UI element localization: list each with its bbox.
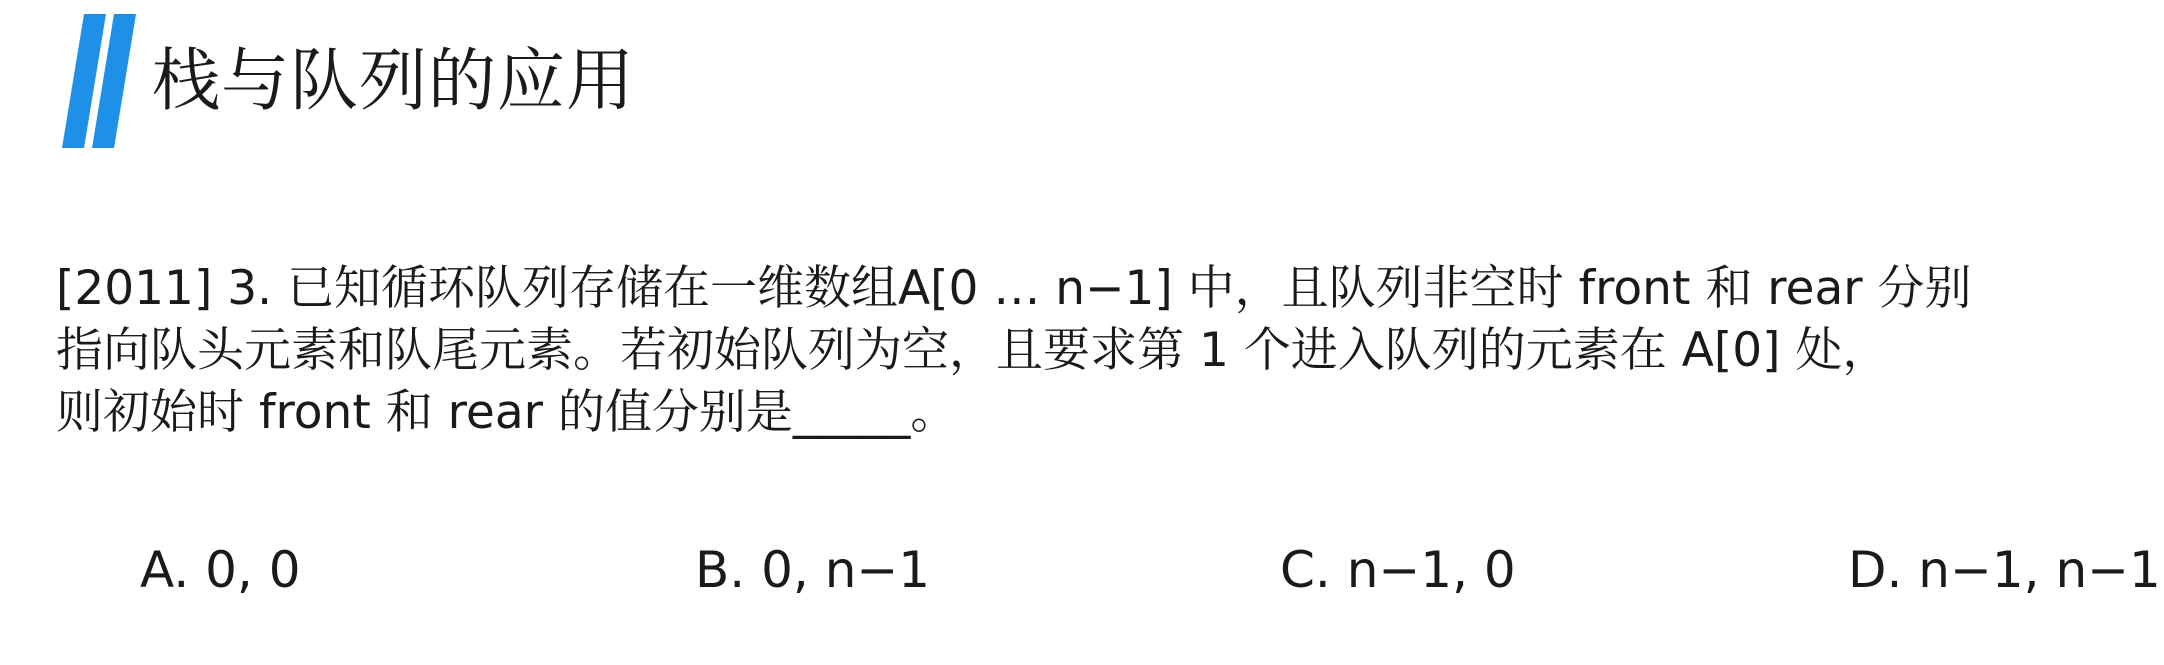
question-line-1: [2011] 3. 已知循环队列存储在一维数组A[0 … n−1] 中，且队列非空时 front 和 rear 分别	[56, 261, 1972, 316]
double-slash-icon	[62, 14, 142, 148]
question-text	[56, 258, 2136, 444]
option-b: B. 0, n−1	[695, 541, 931, 599]
option-c: C. n−1, 0	[1280, 541, 1516, 599]
answer-options	[0, 535, 2164, 605]
question-line-2: 指向队头元素和队尾元素。若初始队列为空，且要求第 1 个进入队列的元素在 A[0] 处，	[56, 323, 1890, 378]
question-line-3: 则初始时 front 和 rear 的值分别是_____。	[56, 385, 958, 440]
page-title: 栈与队列的应用	[152, 42, 636, 121]
option-a: A. 0, 0	[140, 541, 301, 599]
option-d: D. n−1, n−1	[1848, 541, 2161, 599]
